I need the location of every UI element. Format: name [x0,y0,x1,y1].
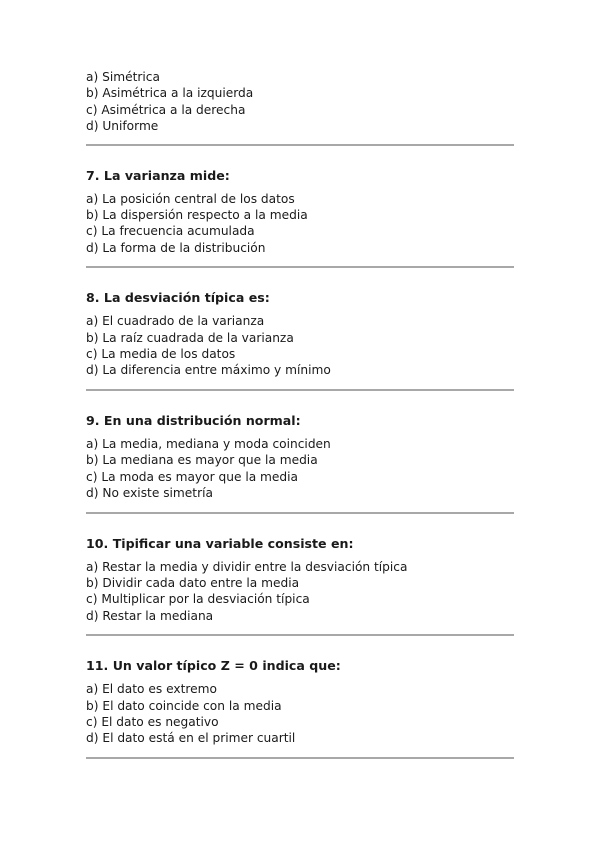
option-c: c) La moda es mayor que la media [86,469,299,484]
option-d: d) La diferencia entre máximo y mínimo [86,363,331,378]
answer-options [86,191,514,257]
option-c: c) La media de los datos [86,347,236,362]
answer-options [86,69,514,135]
question-title: 9. En una distribución normal: [86,412,301,428]
section-divider [86,757,514,759]
option-a: a) La posición central de los datos [86,191,295,206]
question-11 [86,636,514,759]
option-c: c) El dato es negativo [86,714,219,729]
option-d: d) El dato está en el primer cuartil [86,731,296,746]
answer-options [86,436,514,502]
question-10 [86,514,514,637]
question-6-continued [86,69,514,146]
question-8 [86,268,514,391]
option-d: d) Uniforme [86,119,159,134]
option-b: b) El dato coincide con la media [86,698,282,713]
option-a: a) El dato es extremo [86,682,217,697]
question-title: 7. La varianza mide: [86,167,230,183]
option-d: d) Restar la mediana [86,608,214,623]
option-b: b) Asimétrica a la izquierda [86,86,254,101]
question-7 [86,146,514,269]
option-a: a) Simétrica [86,70,160,84]
answer-options [86,313,514,379]
question-9 [86,391,514,514]
answer-options [86,559,514,625]
option-b: b) La dispersión respecto a la media [86,208,308,223]
option-a: a) Restar la media y dividir entre la desviación típica [86,559,408,574]
question-title: 11. Un valor típico Z = 0 indica que: [86,658,341,674]
option-b: b) La raíz cuadrada de la varianza [86,330,294,345]
answer-options [86,681,514,747]
quiz-page [86,69,514,759]
option-a: a) La media, mediana y moda coinciden [86,436,331,451]
option-b: b) Dividir cada dato entre la media [86,575,300,590]
option-c: c) Asimétrica a la derecha [86,102,246,117]
option-d: d) La forma de la distribución [86,240,266,255]
option-a: a) El cuadrado de la varianza [86,314,265,329]
question-title: 10. Tipificar una variable consiste en: [86,535,354,551]
question-title: 8. La desviación típica es: [86,290,270,306]
option-c: c) Multiplicar por la desviación típica [86,592,310,607]
option-d: d) No existe simetría [86,486,213,501]
option-c: c) La frecuencia acumulada [86,224,255,239]
option-b: b) La mediana es mayor que la media [86,453,318,468]
